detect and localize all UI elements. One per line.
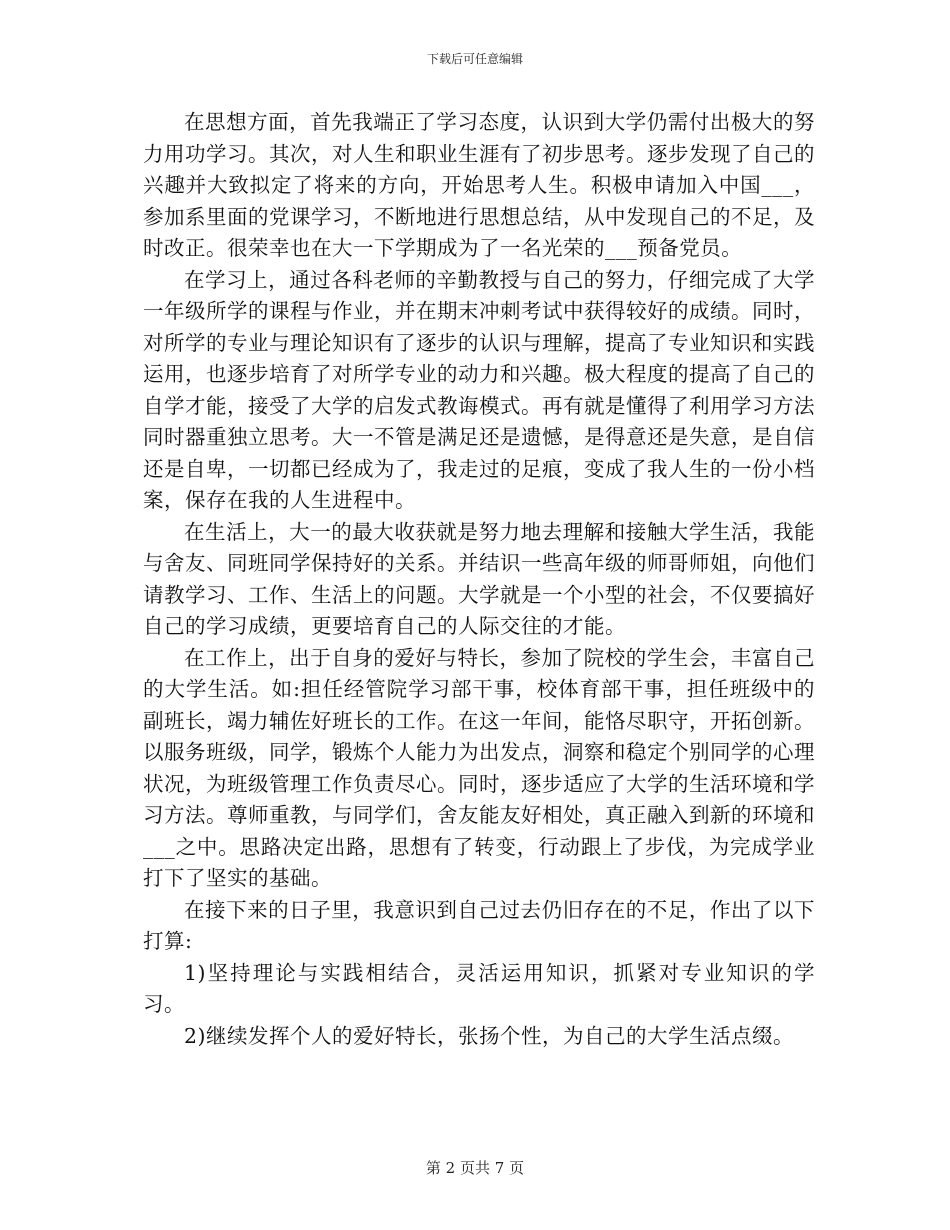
paragraph-life: 在生活上，大一的最大收获就是努力地去理解和接触大学生活，我能与舍友、同班同学保持好的关系。并结识一些高年级的师哥师姐，向他们请教学习、工作、生活上的问题。大学就是一个小型的社会，不仅要搞好自己的学习成绩，更要培育自己的人际交往的才能。	[143, 519, 815, 638]
document-body	[143, 107, 815, 1052]
paragraph-plans-intro: 在接下来的日子里，我意识到自己过去仍旧存在的不足，作出了以下打算:	[143, 897, 815, 953]
paragraph-work: 在工作上，出于自身的爱好与特长，参加了院校的学生会，丰富自己的大学生活。如:担任经管院学习部干事，校体育部干事，担任班级中的副班长，竭力辅佐好班长的工作。在这一年间，能恪尽职守，开拓创新。以服务班级，同学，锻炼个人能力为出发点，洞察和稳定个别同学的心理状况，为班级管理工作负责尽心。同时，逐步适应了大学的生活环境和学习方法。尊师重教，与同学们，舍友能友好相处，真正融入到新的环境和___之中。思路决定出路，思想有了转变，行动跟上了步伐，为完成学业打下了坚实的基础。	[143, 645, 815, 890]
paragraph-study: 在学习上，通过各科老师的辛勤教授与自己的努力，仔细完成了大学一年级所学的课程与作业，并在期末冲刺考试中获得较好的成绩。同时，对所学的专业与理论知识有了逐步的认识与理解，提高了专业知识和实践运用，也逐步培育了对所学专业的动力和兴趣。极大程度的提高了自己的自学才能，接受了大学的启发式教诲模式。再有就是懂得了利用学习方法同时器重独立思考。大一不管是满足还是遗憾，是得意还是失意，是自信还是自卑，一切都已经成为了，我走过的足痕，变成了我人生的一份小档案，保存在我的人生进程中。	[143, 267, 815, 512]
page-number: 第 2 页共 7 页	[425, 1159, 525, 1177]
paragraph-thought: 在思想方面，首先我端正了学习态度，认识到大学仍需付出极大的努力用功学习。其次，对人生和职业生涯有了初步思考。逐步发现了自己的兴趣并大致拟定了将来的方向，开始思考人生。积极申请加入中国___，参加系里面的党课学习，不断地进行思想总结，从中发现自己的不足，及时改正。很荣幸也在大一下学期成为了一名光荣的___预备党员。	[143, 110, 815, 260]
list-item-plan-1: 1)坚持理论与实践相结合，灵活运用知识，抓紧对专业知识的学习。	[143, 960, 815, 1016]
page-header: 下载后可任意编辑	[426, 52, 523, 66]
list-item-plan-2: 2)继续发挥个人的爱好特长，张扬个性，为自己的大学生活点缀。	[184, 1023, 795, 1048]
